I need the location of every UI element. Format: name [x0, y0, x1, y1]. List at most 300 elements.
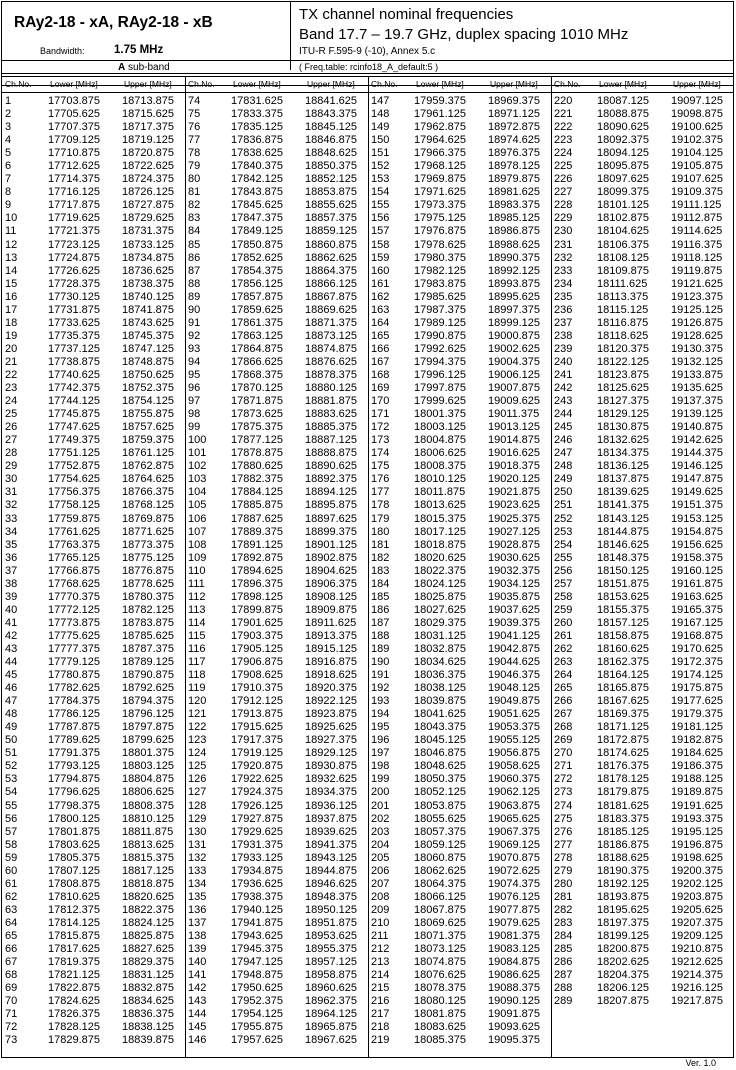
upper-frequency: 18985.125 [488, 212, 540, 225]
upper-frequency: 19146.125 [671, 460, 723, 473]
table-row [2, 695, 185, 708]
table-row [185, 343, 368, 356]
lower-frequency: 17910.375 [231, 682, 283, 695]
lower-frequency: 17948.875 [231, 969, 283, 982]
channel-number: 152 [371, 160, 390, 173]
channel-number: 255 [554, 551, 573, 564]
channel-number: 3 [5, 121, 12, 134]
upper-frequency: 19053.375 [488, 721, 540, 734]
lower-frequency: 18073.125 [414, 943, 466, 956]
lower-frequency: 17887.625 [231, 512, 283, 525]
lower-frequency: 17968.125 [414, 160, 466, 173]
upper-frequency: 19098.875 [671, 108, 723, 121]
lower-frequency: 17782.625 [48, 682, 100, 695]
table-row [2, 930, 185, 943]
channel-number: 18 [5, 316, 18, 329]
table-row [551, 291, 734, 304]
channel-number: 21 [5, 355, 18, 368]
channel-number: 242 [554, 382, 573, 395]
channel-number: 62 [5, 890, 18, 903]
upper-frequency: 18841.625 [305, 95, 357, 107]
channel-number: 66 [5, 943, 18, 956]
channel-number: 197 [371, 747, 390, 760]
upper-frequency: 18799.625 [122, 734, 174, 747]
bandwidth-label: Bandwidth: [40, 46, 85, 56]
table-row [2, 1021, 185, 1034]
lower-frequency: 18003.125 [414, 421, 466, 434]
channel-number: 258 [554, 590, 573, 603]
lower-frequency: 18165.875 [597, 682, 649, 695]
table-row [185, 304, 368, 317]
lower-frequency: 17947.125 [231, 956, 283, 969]
table-row [551, 708, 734, 721]
channel-number: 213 [371, 956, 390, 969]
channel-number: 275 [554, 812, 573, 825]
channel-number: 121 [188, 708, 207, 721]
channel-number: 83 [188, 212, 201, 225]
channel-number: 207 [371, 877, 390, 890]
channel-number: 116 [188, 642, 206, 655]
upper-frequency: 18888.875 [305, 447, 357, 460]
table-row [185, 526, 368, 539]
table-row [368, 225, 551, 238]
lower-frequency: 17749.375 [48, 434, 100, 447]
upper-frequency: 19072.625 [488, 864, 540, 877]
channel-number: 216 [371, 995, 390, 1008]
table-row [185, 995, 368, 1008]
table-row [551, 865, 734, 878]
lower-frequency: 18122.125 [597, 355, 649, 368]
upper-frequency: 18827.625 [122, 943, 174, 956]
table-row [368, 747, 551, 760]
channel-number: 217 [371, 1008, 390, 1021]
upper-frequency: 18936.125 [305, 799, 357, 812]
table-row [368, 917, 551, 930]
upper-frequency: 19133.875 [671, 368, 723, 381]
lower-frequency: 18200.875 [597, 943, 649, 956]
lower-frequency: 18078.375 [414, 982, 466, 995]
channel-number: 81 [188, 186, 201, 199]
upper-frequency: 19030.625 [488, 551, 540, 564]
upper-frequency: 18804.875 [122, 773, 174, 786]
table-row [2, 278, 185, 291]
upper-frequency: 19126.875 [671, 316, 723, 329]
upper-frequency: 19021.875 [488, 486, 540, 499]
channel-number: 15 [5, 277, 18, 290]
upper-frequency: 18993.875 [488, 277, 540, 290]
lower-frequency: 18109.875 [597, 264, 649, 277]
upper-frequency: 18822.375 [122, 903, 174, 916]
lower-frequency: 18064.375 [414, 877, 466, 890]
table-row [368, 513, 551, 526]
channel-number: 123 [188, 734, 207, 747]
upper-frequency: 19084.875 [488, 956, 540, 969]
lower-frequency: 17821.125 [48, 969, 100, 982]
channel-number: 45 [5, 669, 18, 682]
upper-frequency: 18759.375 [122, 434, 174, 447]
table-row [368, 891, 551, 904]
table-row [368, 199, 551, 212]
channel-number: 253 [554, 525, 573, 538]
upper-frequency: 18761.125 [122, 447, 174, 460]
channel-number: 201 [371, 799, 390, 812]
upper-frequency: 18747.125 [122, 342, 174, 355]
channel-number: 263 [554, 656, 573, 669]
table-row [368, 121, 551, 134]
channel-number: 270 [554, 747, 573, 760]
lower-frequency: 17898.125 [231, 590, 283, 603]
upper-frequency: 19170.625 [671, 642, 723, 655]
channel-number: 9 [5, 199, 12, 212]
lower-frequency: 17765.125 [48, 551, 100, 564]
column-header: Upper [MHz] [490, 79, 538, 89]
upper-frequency: 18834.625 [122, 995, 174, 1008]
lower-frequency: 17847.375 [231, 212, 283, 225]
table-row [185, 839, 368, 852]
lower-frequency: 18127.375 [597, 395, 649, 408]
lower-frequency: 17805.375 [48, 851, 100, 864]
lower-frequency: 17994.375 [414, 355, 466, 368]
lower-frequency: 18181.625 [597, 799, 649, 812]
upper-frequency: 18801.375 [122, 747, 174, 760]
table-row [368, 591, 551, 604]
upper-frequency: 19156.625 [671, 538, 723, 551]
table-row [2, 173, 185, 186]
lower-frequency: 18176.375 [597, 760, 649, 773]
channel-number: 91 [188, 316, 201, 329]
column-header: Lower [MHz] [416, 79, 464, 89]
table-row [185, 408, 368, 421]
lower-frequency: 18011.875 [414, 486, 466, 499]
channel-number: 168 [371, 368, 390, 381]
upper-frequency: 18713.875 [122, 95, 174, 107]
lower-frequency: 17933.125 [231, 851, 283, 864]
lower-frequency: 17773.875 [48, 616, 100, 629]
channel-number: 86 [188, 251, 201, 264]
lower-frequency: 18202.625 [597, 956, 649, 969]
lower-frequency: 17768.625 [48, 577, 100, 590]
channel-number: 276 [554, 825, 573, 838]
upper-frequency: 18860.875 [305, 238, 357, 251]
lower-frequency: 17758.125 [48, 499, 100, 512]
upper-frequency: 19186.375 [671, 760, 723, 773]
lower-frequency: 18123.875 [597, 368, 649, 381]
channel-number: 43 [5, 642, 18, 655]
upper-frequency: 18850.375 [305, 160, 357, 173]
table-row [185, 552, 368, 565]
table-row [368, 421, 551, 434]
lower-frequency: 18139.625 [597, 486, 649, 499]
lower-frequency: 18148.375 [597, 551, 649, 564]
lower-frequency: 17822.875 [48, 982, 100, 995]
lower-frequency: 18029.375 [414, 616, 466, 629]
channel-number: 23 [5, 382, 18, 395]
table-row [551, 539, 734, 552]
channel-number: 106 [188, 512, 207, 525]
lower-frequency: 18081.875 [414, 1008, 466, 1021]
channel-number: 198 [371, 760, 390, 773]
upper-frequency: 19076.125 [488, 890, 540, 903]
upper-frequency: 18943.125 [305, 851, 357, 864]
channel-number: 251 [554, 499, 573, 512]
upper-frequency: 19102.375 [671, 134, 723, 147]
upper-frequency: 18769.875 [122, 512, 174, 525]
table-row [2, 395, 185, 408]
upper-frequency: 18897.625 [305, 512, 357, 525]
lower-frequency: 18195.625 [597, 903, 649, 916]
lower-frequency: 18095.875 [597, 160, 649, 173]
channel-number: 60 [5, 864, 18, 877]
lower-frequency: 17969.875 [414, 173, 466, 186]
channel-number: 125 [188, 760, 207, 773]
upper-frequency: 18757.625 [122, 421, 174, 434]
table-row [551, 499, 734, 512]
table-row [551, 669, 734, 682]
table-row [2, 552, 185, 565]
lower-frequency: 17751.125 [48, 447, 100, 460]
channel-number: 53 [5, 773, 18, 786]
table-row [185, 604, 368, 617]
lower-frequency: 18008.375 [414, 460, 466, 473]
upper-frequency: 19184.625 [671, 747, 723, 760]
upper-frequency: 19140.875 [671, 421, 723, 434]
upper-frequency: 19161.875 [671, 577, 723, 590]
lower-frequency: 17973.375 [414, 199, 466, 212]
table-row [368, 904, 551, 917]
lower-frequency: 18186.875 [597, 838, 649, 851]
table-row [368, 434, 551, 447]
lower-frequency: 17926.125 [231, 799, 283, 812]
table-row [2, 917, 185, 930]
lower-frequency: 17726.625 [48, 264, 100, 277]
table-row [551, 747, 734, 760]
channel-number: 14 [5, 264, 18, 277]
lower-frequency: 17849.125 [231, 225, 283, 238]
table-row [2, 682, 185, 695]
channel-number: 254 [554, 538, 573, 551]
lower-frequency: 18053.875 [414, 799, 466, 812]
lower-frequency: 18174.625 [597, 747, 649, 760]
table-row [2, 786, 185, 799]
upper-frequency: 18762.875 [122, 460, 174, 473]
channel-number: 46 [5, 682, 18, 695]
lower-frequency: 17929.625 [231, 825, 283, 838]
upper-frequency: 19116.375 [671, 238, 723, 251]
lower-frequency: 17716.125 [48, 186, 100, 199]
column-header: Ch.No. [188, 79, 215, 89]
channel-number: 173 [371, 434, 390, 447]
upper-frequency: 18810.125 [122, 812, 174, 825]
upper-frequency: 18908.125 [305, 590, 357, 603]
table-row [551, 604, 734, 617]
channel-number: 256 [554, 564, 573, 577]
table-row [2, 408, 185, 421]
table-row [551, 473, 734, 486]
column-header: Lower [MHz] [50, 79, 98, 89]
table-row [551, 643, 734, 656]
upper-frequency: 18922.125 [305, 695, 357, 708]
lower-frequency: 17892.875 [231, 551, 283, 564]
channel-number: 273 [554, 786, 573, 799]
freq-table-name: ( Freq.table: rcinfo18_A_default:5 ) [299, 62, 439, 72]
channel-number: 181 [371, 538, 390, 551]
upper-frequency: 18748.875 [122, 355, 174, 368]
upper-frequency: 18785.625 [122, 629, 174, 642]
table-row [368, 239, 551, 252]
channel-number: 34 [5, 525, 18, 538]
table-row [2, 304, 185, 317]
channel-number: 170 [371, 395, 390, 408]
lower-frequency: 17989.125 [414, 316, 466, 329]
lower-frequency: 18031.125 [414, 629, 466, 642]
table-row [2, 760, 185, 773]
channel-number: 229 [554, 212, 573, 225]
column-header: Upper [MHz] [124, 79, 172, 89]
lower-frequency: 18188.625 [597, 851, 649, 864]
table-row [551, 800, 734, 813]
table-row [2, 539, 185, 552]
lower-frequency: 18132.625 [597, 434, 649, 447]
lower-frequency: 17814.125 [48, 916, 100, 929]
channel-number: 12 [5, 238, 18, 251]
table-row [2, 447, 185, 460]
lower-frequency: 17738.875 [48, 355, 100, 368]
upper-frequency: 18796.125 [122, 708, 174, 721]
lower-frequency: 18018.875 [414, 538, 466, 551]
channel-number: 240 [554, 355, 573, 368]
table-row [368, 460, 551, 473]
channel-number: 224 [554, 147, 573, 160]
upper-frequency: 19004.375 [488, 355, 540, 368]
lower-frequency: 18129.125 [597, 408, 649, 421]
table-row [551, 421, 734, 434]
channel-number: 233 [554, 264, 573, 277]
table-row [551, 773, 734, 786]
channel-number: 148 [371, 108, 390, 121]
channel-number: 226 [554, 173, 573, 186]
lower-frequency: 18113.375 [597, 290, 649, 303]
table-row [185, 747, 368, 760]
lower-frequency: 17824.625 [48, 995, 100, 1008]
lower-frequency: 18160.625 [597, 642, 649, 655]
channel-number: 130 [188, 825, 207, 838]
channel-number: 248 [554, 460, 573, 473]
channel-number: 104 [188, 486, 207, 499]
upper-frequency: 19013.125 [488, 421, 540, 434]
channel-number: 55 [5, 799, 18, 812]
lower-frequency: 18074.875 [414, 956, 466, 969]
header-underline [2, 92, 733, 93]
lower-frequency: 17943.625 [231, 930, 283, 942]
channel-number: 188 [371, 629, 390, 642]
channel-number: 127 [188, 786, 207, 799]
channel-number: 36 [5, 551, 18, 564]
table-row [551, 526, 734, 539]
table-row [368, 186, 551, 199]
table-row [368, 721, 551, 734]
table-row [551, 786, 734, 799]
lower-frequency: 17864.875 [231, 342, 283, 355]
channel-number: 160 [371, 264, 390, 277]
table-row [368, 330, 551, 343]
upper-frequency: 18880.125 [305, 382, 357, 395]
channel-number: 195 [371, 721, 390, 734]
upper-frequency: 18853.875 [305, 186, 357, 199]
table-row [2, 734, 185, 747]
channel-number: 68 [5, 969, 18, 982]
channel-number: 237 [554, 316, 573, 329]
channel-number: 171 [371, 408, 390, 421]
channel-number: 214 [371, 969, 390, 982]
channel-number: 48 [5, 708, 18, 721]
upper-frequency: 19203.875 [671, 890, 723, 903]
channel-number: 287 [554, 969, 573, 982]
upper-frequency: 18894.125 [305, 486, 357, 499]
lower-frequency: 17971.625 [414, 186, 466, 199]
channel-number: 54 [5, 786, 18, 799]
channel-number: 159 [371, 251, 390, 264]
lower-frequency: 17908.625 [231, 669, 283, 682]
table-row [551, 513, 734, 526]
channel-number: 196 [371, 734, 390, 747]
channel-number: 194 [371, 708, 390, 721]
upper-frequency: 18848.625 [305, 147, 357, 160]
channel-number: 2 [5, 108, 12, 121]
upper-frequency: 19207.375 [671, 916, 723, 929]
channel-number: 38 [5, 577, 18, 590]
lower-frequency: 17745.875 [48, 408, 100, 421]
table-row [2, 995, 185, 1008]
table-row [2, 656, 185, 669]
lower-frequency: 17796.625 [48, 786, 100, 799]
upper-frequency: 18727.875 [122, 199, 174, 212]
table-row [368, 786, 551, 799]
channel-number: 50 [5, 734, 18, 747]
table-row [2, 343, 185, 356]
channel-number: 97 [188, 395, 201, 408]
upper-frequency: 19039.375 [488, 616, 540, 629]
upper-frequency: 18817.125 [122, 864, 174, 877]
channel-number: 169 [371, 382, 390, 395]
upper-frequency: 19035.875 [488, 590, 540, 603]
channel-number: 85 [188, 238, 201, 251]
table-row [185, 421, 368, 434]
channel-number: 281 [554, 890, 573, 903]
upper-frequency: 19217.875 [671, 995, 723, 1008]
lower-frequency: 18020.625 [414, 551, 466, 564]
lower-frequency: 17996.125 [414, 368, 466, 381]
lower-frequency: 18172.875 [597, 734, 649, 747]
upper-frequency: 19032.375 [488, 564, 540, 577]
channel-number: 70 [5, 995, 18, 1008]
upper-frequency: 19158.375 [671, 551, 723, 564]
channel-number: 211 [371, 930, 389, 942]
subband-letter: A [118, 62, 126, 73]
lower-frequency: 18046.875 [414, 747, 466, 760]
lower-frequency: 18143.125 [597, 512, 649, 525]
upper-frequency: 18736.625 [122, 264, 174, 277]
upper-frequency: 19042.875 [488, 642, 540, 655]
table-row [551, 408, 734, 421]
channel-number: 56 [5, 812, 18, 825]
lower-frequency: 17854.375 [231, 264, 283, 277]
lower-frequency: 17952.375 [231, 995, 283, 1008]
upper-frequency: 19028.875 [488, 538, 540, 551]
lower-frequency: 18134.375 [597, 447, 649, 460]
table-row [185, 773, 368, 786]
lower-frequency: 17880.625 [231, 460, 283, 473]
upper-frequency: 18948.375 [305, 890, 357, 903]
